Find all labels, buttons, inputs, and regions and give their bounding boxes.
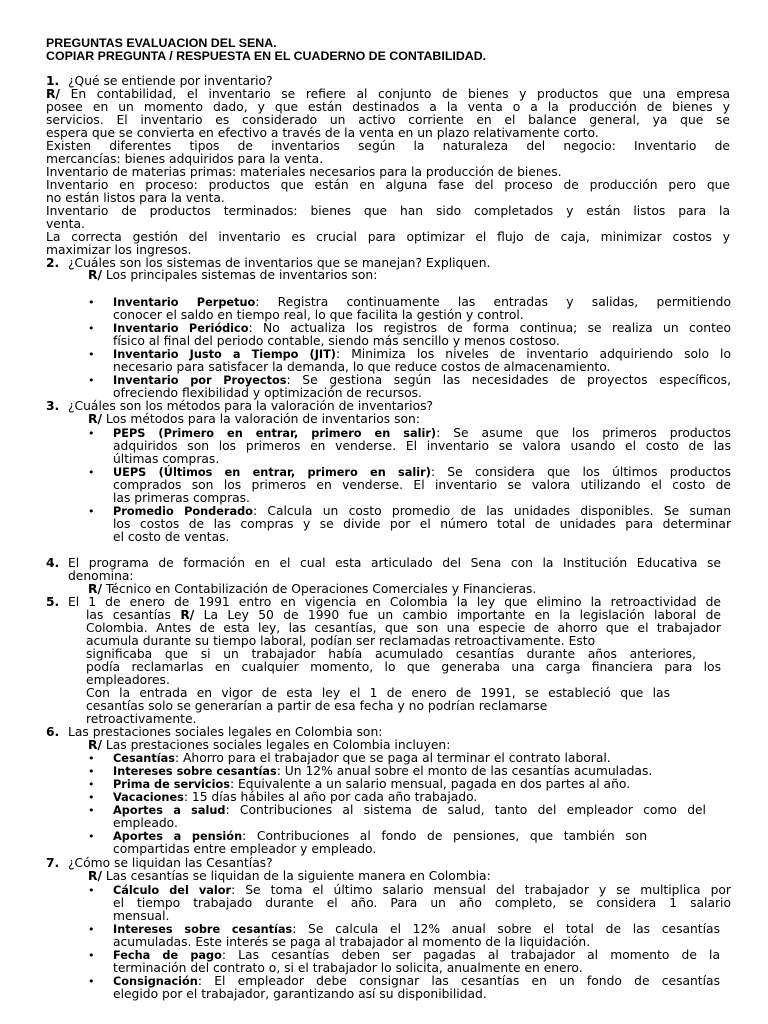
list-item: Aportes a pensión: Contribuciones al fondo de pensiones, que también son — [113, 829, 647, 843]
list-item-continuation: el tiempo trabajado durante el año. Para un año completo, se considera 1 salario — [113, 896, 731, 910]
list-item-continuation: compartidas entre empleador y empleado. — [113, 842, 377, 856]
document-title: PREGUNTAS EVALUACION DEL SENA. — [46, 36, 277, 50]
question-number: 5. — [46, 595, 60, 609]
list-item-continuation: terminación del contrato o, si el trabajador lo solicita, anualmente en enero. — [113, 961, 583, 975]
bullet-icon: • — [88, 884, 95, 897]
answer-line: Colombia. Antes de esta ley, las cesantías, que son una especie de ahorro que el trabajador — [86, 621, 721, 635]
list-item-continuation: las primeras compras. — [113, 491, 250, 505]
answer-line: retroactivamente. — [86, 712, 197, 726]
answer-text: R/ Técnico en Contabilización de Operaciones Comerciales y Financieras. — [88, 582, 537, 596]
bullet-icon: • — [88, 374, 95, 387]
answer-line: Con la entrada en vigor de esta ley el 1 de enero de 1991, se estableció que las — [86, 686, 670, 700]
answer-line: podía reclamarlas en cualquier momento, lo que generaba una carga financiera para los — [86, 660, 721, 674]
question-text-continuation: denomina: — [68, 569, 134, 583]
bullet-icon: • — [88, 778, 95, 791]
bullet-icon: • — [88, 505, 95, 518]
list-item: Cálculo del valor: Se toma el último salario mensual del trabajador y se multiplica por — [113, 883, 731, 897]
answer-line: espera que se convierta en efectivo a través de la venta en un plazo relativamente corto. — [46, 126, 599, 140]
answer-line: maximizar los ingresos. — [46, 243, 192, 257]
list-item-continuation: empleado. — [113, 816, 178, 830]
answer-line: Inventario de productos terminados: bienes que han sido completados y están listos para la — [46, 204, 730, 218]
question-number: 2. — [46, 256, 60, 270]
answer-intro: R/ Los métodos para la valoración de inventarios son: — [88, 412, 420, 426]
answer-line: La correcta gestión del inventario es crucial para optimizar el flujo de caja, minimizar costos y — [46, 230, 730, 244]
question-text: Las prestaciones sociales legales en Colombia son: — [68, 725, 383, 739]
bullet-icon: • — [88, 830, 95, 843]
list-item: Prima de servicios: Equivalente a un salario mensual, pagada en dos partes al año. — [113, 777, 631, 791]
answer-line: empleadores. — [86, 673, 170, 687]
list-item-continuation: los costos de las compras y se divide por el número total de unidades para determinar — [113, 517, 731, 531]
answer-line: significaba que si un trabajador había acumulado cesantías durante años anteriores, — [86, 647, 696, 661]
question-text: ¿Cuáles son los sistemas de inventarios que se manejan? Expliquen. — [68, 256, 491, 270]
bullet-icon: • — [88, 466, 95, 479]
list-item: Consignación: El empleador debe consignar las cesantías en un fondo de cesantías — [113, 974, 720, 988]
bullet-icon: • — [88, 791, 95, 804]
question-number: 7. — [46, 856, 60, 870]
answer-line: Inventario en proceso: productos que están en alguna fase del proceso de producción pero que — [46, 178, 730, 192]
list-item: UEPS (Últimos en entrar, primero en salir): Se considera que los últimos productos — [113, 465, 731, 479]
list-item-continuation: conocer el saldo en tiempo real, lo que facilita la gestión y control. — [113, 308, 524, 322]
answer-intro: R/ Las prestaciones sociales legales en Colombia incluyen: — [88, 738, 451, 752]
list-item-continuation: mensual. — [113, 909, 170, 923]
list-item: Inventario Periódico: No actualiza los registros de forma continua; se realiza un conteo — [113, 321, 731, 335]
answer-intro: R/ Las cesantías se liquidan de la siguiente manera en Colombia: — [88, 869, 491, 883]
list-item: Fecha de pago: Las cesantías deben ser pagadas al trabajador al momento de la — [113, 948, 720, 962]
answer-line: cesantías solo se generarían a partir de esa fecha y no podrían reclamarse — [86, 699, 548, 713]
list-item-continuation: adquiridos son los primeros en venderse. El inventario se valora usando el costo de las — [113, 439, 731, 453]
list-item: Inventario Perpetuo: Registra continuamente las entradas y salidas, permitiendo — [113, 295, 731, 309]
bullet-icon: • — [88, 427, 95, 440]
list-item-continuation: necesario para satisfacer la demanda, lo que reduce costos de almacenamiento. — [113, 360, 611, 374]
bullet-icon: • — [88, 949, 95, 962]
list-item: Cesantías: Ahorro para el trabajador que se paga al terminar el contrato laboral. — [113, 751, 611, 765]
answer-line: las cesantías R/ La Ley 50 de 1990 fue un cambio importante en la legislación laboral de — [86, 608, 722, 622]
list-item-continuation: ofreciendo flexibilidad y optimización de recursos. — [113, 386, 422, 400]
answer-line: Existen diferentes tipos de inventarios según la naturaleza del negocio: Inventario de — [46, 139, 730, 153]
answer-line: servicios. El inventario es considerado un activo corriente en el balance general, ya que se — [46, 113, 730, 127]
answer-line: mercancías: bienes adquiridos para la venta. — [46, 152, 324, 166]
document-instruction: COPIAR PREGUNTA / RESPUESTA EN EL CUADERNO DE CONTABILIDAD. — [46, 49, 487, 63]
question-text: ¿Qué se entiende por inventario? — [68, 74, 273, 88]
question-text: ¿Cómo se liquidan las Cesantías? — [68, 856, 273, 870]
question-text: El programa de formación en el cual esta articulado del Sena con la Institución Educativa se — [68, 556, 721, 570]
question-number: 1. — [46, 74, 60, 88]
answer-line: Inventario de materias primas: materiales necesarios para la producción de bienes. — [46, 165, 562, 179]
list-item: Inventario Justo a Tiempo (JIT): Minimiza los niveles de inventario adquiriendo solo lo — [113, 347, 731, 361]
list-item: Inventario por Proyectos: Se gestiona según las necesidades de proyectos específicos, — [113, 373, 731, 387]
list-item-continuation: elegido por el trabajador, garantizando así su disponibilidad. — [113, 987, 487, 1001]
answer-line: posee en un momento dado, y que están destinados a la venta o a la producción de bienes y — [46, 100, 730, 114]
bullet-icon: • — [88, 752, 95, 765]
question-number: 3. — [46, 399, 60, 413]
list-item: Aportes a salud: Contribuciones al sistema de salud, tanto del empleador como del — [113, 803, 706, 817]
list-item: Intereses sobre cesantías: Se calcula el 12% anual sobre el total de las cesantías — [113, 922, 720, 936]
bullet-icon: • — [88, 923, 95, 936]
list-item: Intereses sobre cesantías: Un 12% anual sobre el monto de las cesantías acumuladas. — [113, 764, 653, 778]
answer-line: R/ En contabilidad, el inventario se refiere al conjunto de bienes y productos que una empresa — [46, 87, 730, 101]
list-item-continuation: el costo de ventas. — [113, 530, 230, 544]
question-number: 6. — [46, 725, 60, 739]
bullet-icon: • — [88, 296, 95, 309]
list-item: PEPS (Primero en entrar, primero en salir): Se asume que los primeros productos — [113, 426, 731, 440]
question-text: El 1 de enero de 1991 entro en vigencia en Colombia la ley que elimino la retroactividad de — [68, 595, 721, 609]
question-number: 4. — [46, 556, 60, 570]
bullet-icon: • — [88, 765, 95, 778]
bullet-icon: • — [88, 804, 95, 817]
list-item-continuation: comprados son los primeros en venderse. El inventario se valora utilizando el costo de — [113, 478, 731, 492]
answer-intro: R/ Los principales sistemas de inventarios son: — [88, 268, 378, 282]
list-item-continuation: acumuladas. Este interés se paga al trabajador al momento de la liquidación. — [113, 935, 591, 949]
bullet-icon: • — [88, 322, 95, 335]
bullet-icon: • — [88, 348, 95, 361]
answer-line: no están listos para la venta. — [46, 191, 225, 205]
answer-line: venta. — [46, 217, 85, 231]
list-item: Promedio Ponderado: Calcula un costo promedio de las unidades disponibles. Se suman — [113, 504, 731, 518]
list-item: Vacaciones: 15 días hábiles al año por cada año trabajado. — [113, 790, 478, 804]
question-text: ¿Cuáles son los métodos para la valoración de inventarios? — [68, 399, 434, 413]
list-item-continuation: físico al final del periodo contable, siendo más sencillo y menos costoso. — [113, 334, 560, 348]
answer-marker: R/ — [46, 87, 60, 101]
bullet-icon: • — [88, 975, 95, 988]
list-item-continuation: últimas compras. — [113, 452, 220, 466]
answer-line: acumula durante su tiempo laboral, podían ser reclamadas retroactivamente. Esto — [86, 634, 596, 648]
